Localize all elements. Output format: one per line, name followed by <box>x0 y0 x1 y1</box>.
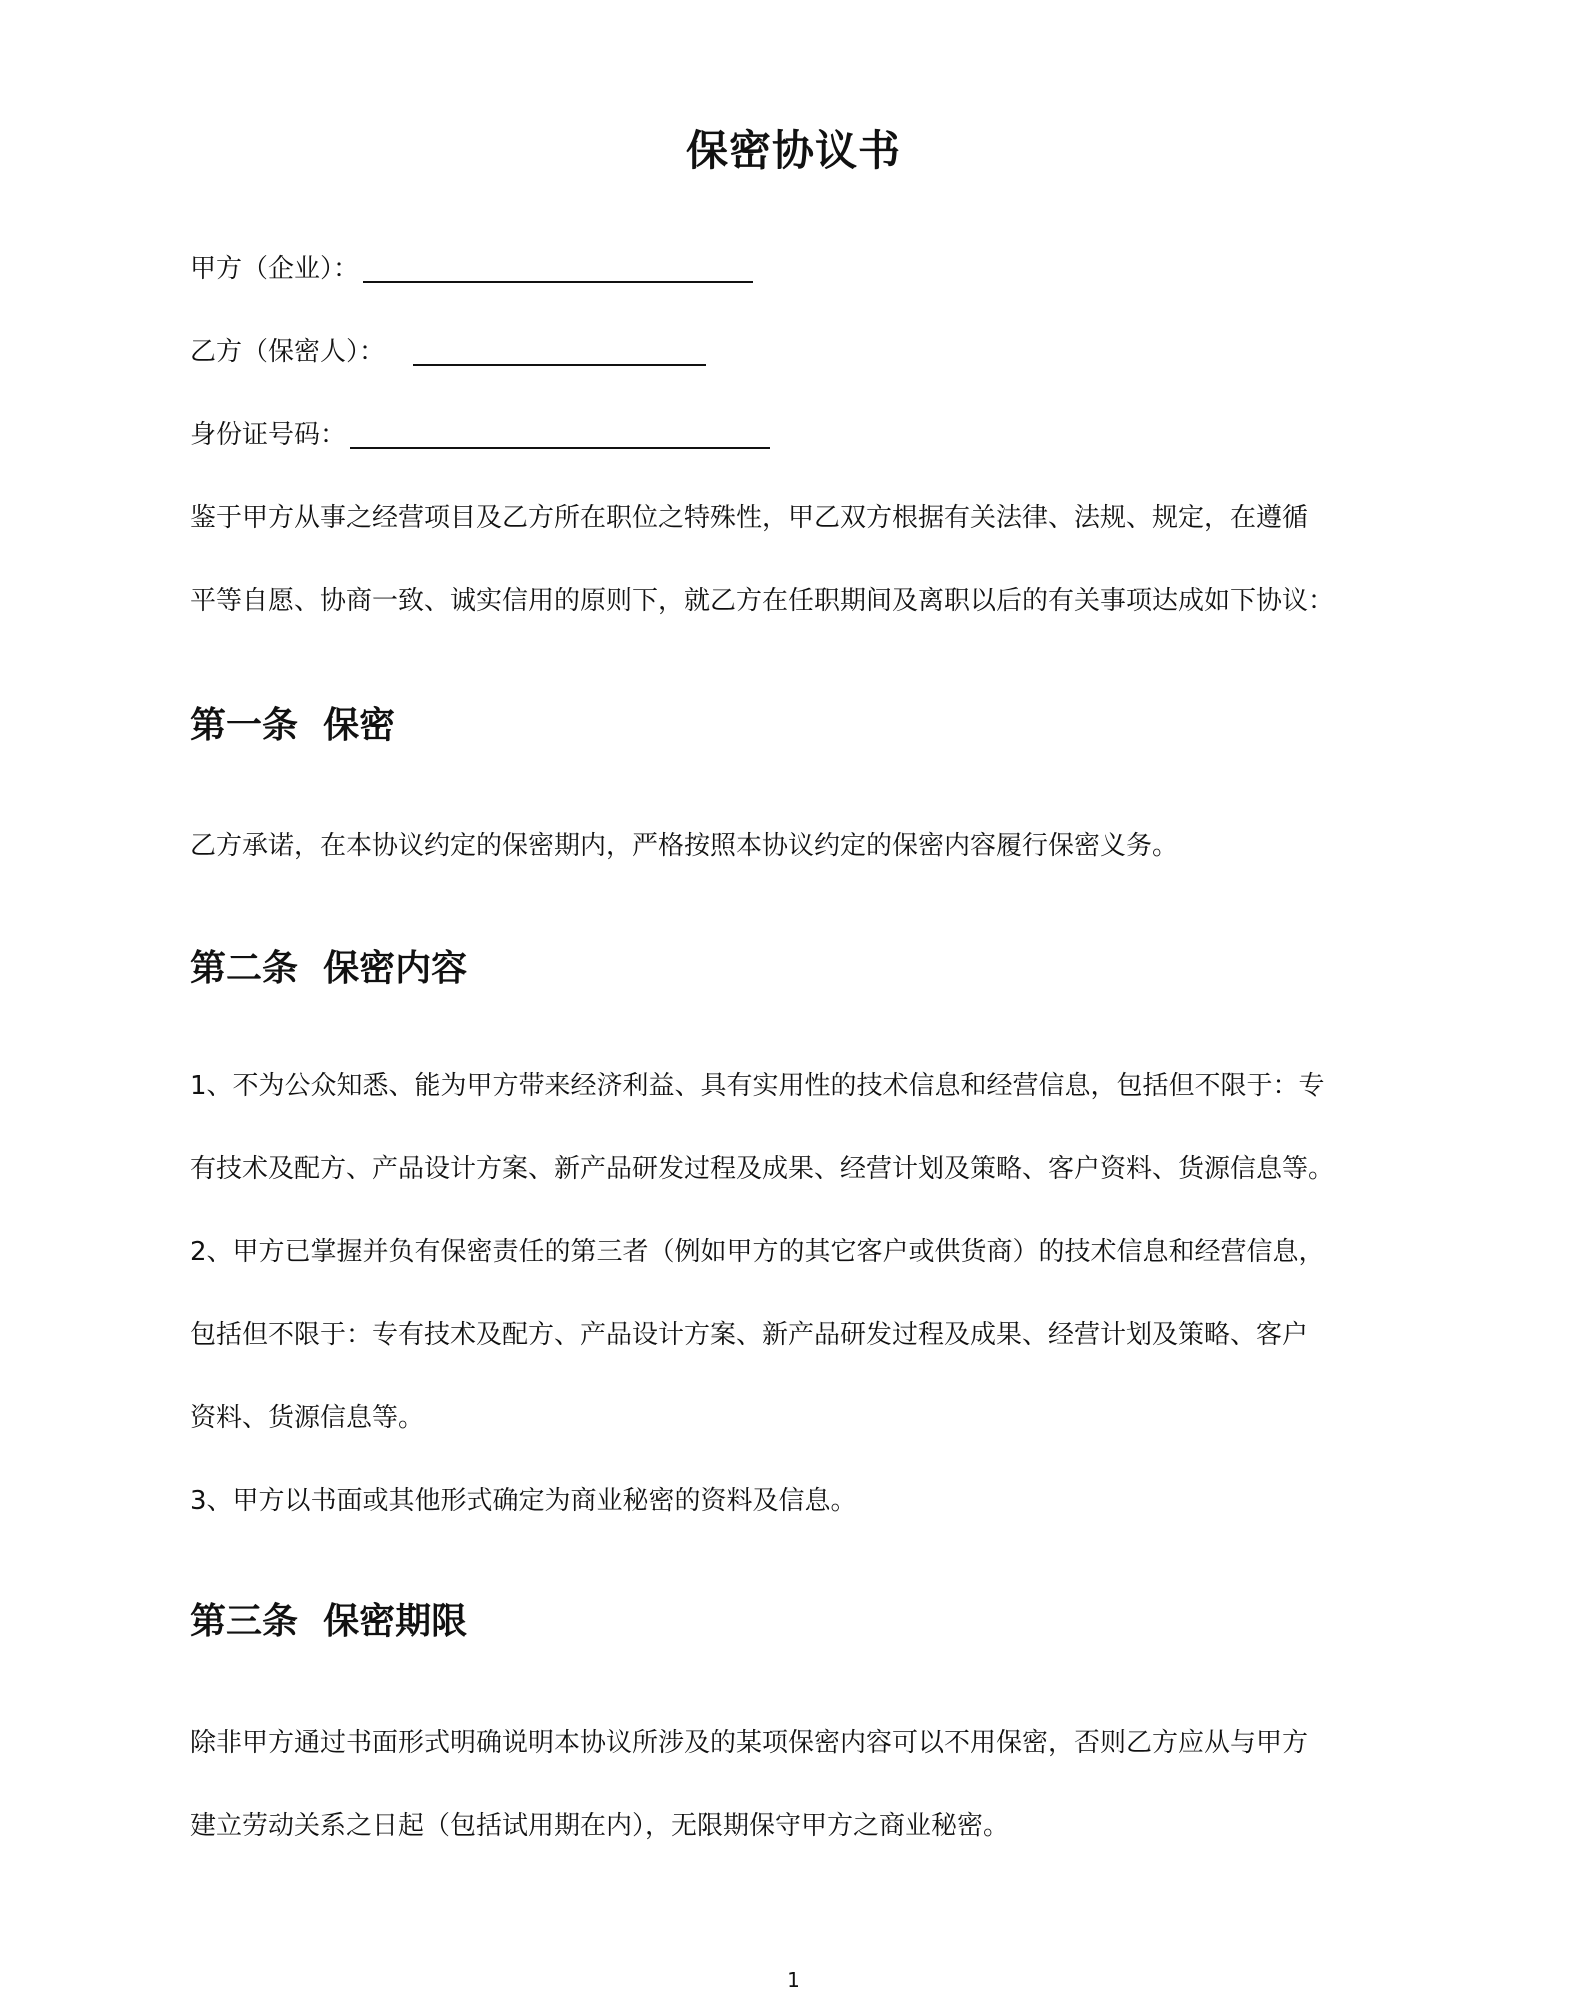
id-number-field <box>190 414 770 451</box>
article-3-line: 建立劳动关系之日起（包括试用期在内），无限期保守甲方之商业秘密。 <box>190 1811 1010 1841</box>
document-title: 保密协议书 <box>685 126 901 175</box>
article-2-line: 3、甲方以书面或其他形式确定为商业秘密的资料及信息。 <box>190 1486 857 1516</box>
party-a-field <box>190 248 753 285</box>
article-2-line: 有技术及配方、产品设计方案、新产品研发过程及成果、经营计划及策略、客户资料、货源信息等。 <box>190 1154 1335 1184</box>
party-a-blank <box>363 255 753 283</box>
article-2-line: 2、甲方已掌握并负有保密责任的第三者（例如甲方的其它客户或供货商）的技术信息和经营信息， <box>190 1237 1325 1267</box>
article-1-heading: 第一条 保密 <box>190 705 396 746</box>
preamble-line: 平等自愿、协商一致、诚实信用的原则下，就乙方在任职期间及离职以后的有关事项达成如下协议： <box>190 586 1335 616</box>
article-2-line: 1、不为公众知悉、能为甲方带来经济利益、具有实用性的技术信息和经营信息，包括但不限于：专 <box>190 1071 1325 1101</box>
article-1-line: 乙方承诺，在本协议约定的保密期内，严格按照本协议约定的保密内容履行保密义务。 <box>190 831 1179 861</box>
article-2-line: 资料、货源信息等。 <box>190 1403 425 1433</box>
id-number-blank <box>350 421 770 449</box>
article-2-line: 包括但不限于：专有技术及配方、产品设计方案、新产品研发过程及成果、经营计划及策略、客户 <box>190 1320 1309 1350</box>
party-b-label: 乙方（保密人）： <box>190 337 386 367</box>
article-3-line: 除非甲方通过书面形式明确说明本协议所涉及的某项保密内容可以不用保密，否则乙方应从与甲方 <box>190 1728 1309 1758</box>
id-number-label: 身份证号码： <box>190 420 347 450</box>
preamble-line: 鉴于甲方从事之经营项目及乙方所在职位之特殊性，甲乙双方根据有关法律、法规、规定，在遵循 <box>190 503 1309 533</box>
party-b-blank <box>413 338 706 366</box>
party-a-label: 甲方（企业）： <box>190 254 360 284</box>
article-3-heading: 第三条 保密期限 <box>190 1601 468 1642</box>
article-2-heading: 第二条 保密内容 <box>190 948 468 989</box>
page-number: 1 <box>787 1968 800 1992</box>
party-b-field <box>190 331 706 368</box>
